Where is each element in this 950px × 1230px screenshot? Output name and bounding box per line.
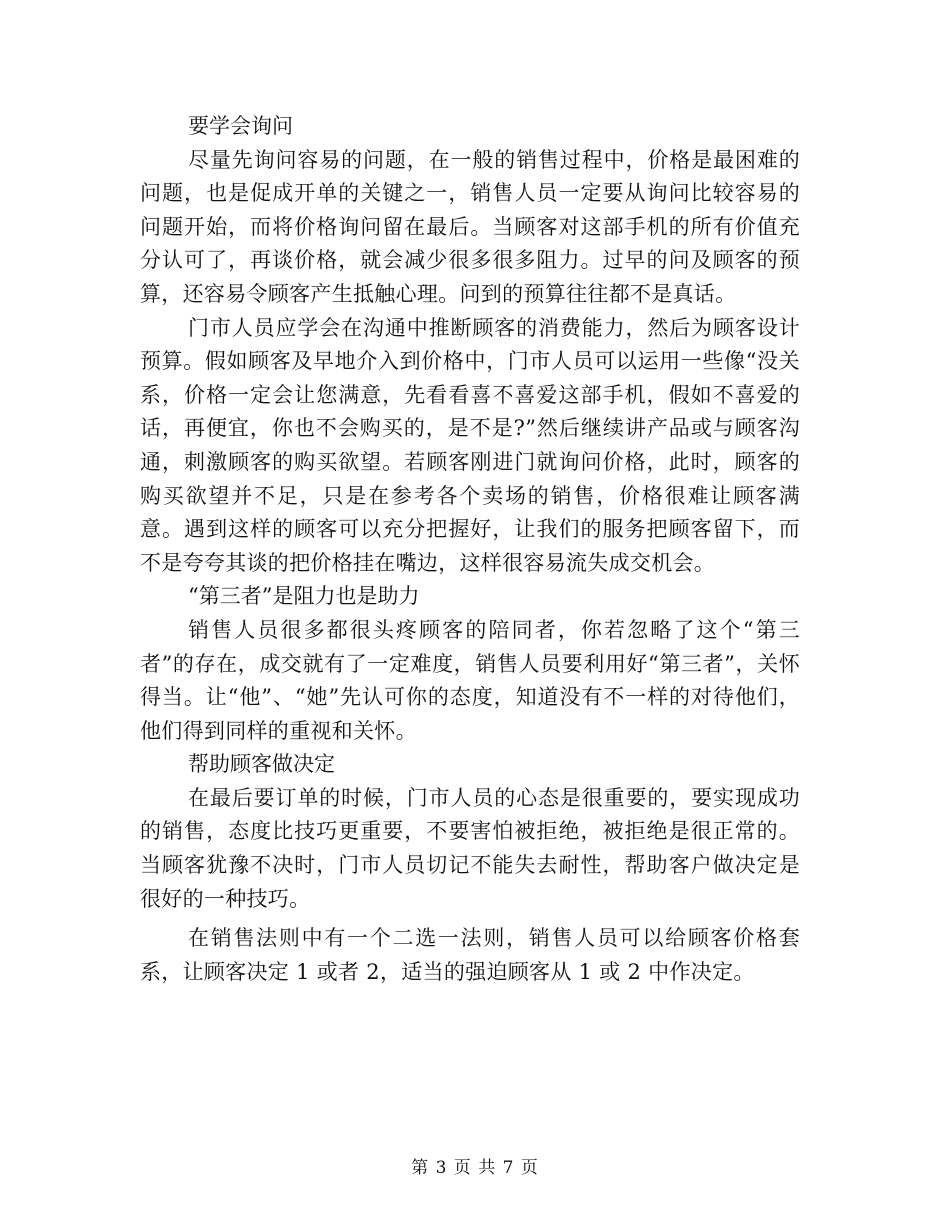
paragraph-companions: 销售人员很多都很头疼顾客的陪同者，你若忽略了这个“第三者”的存在，成交就有了一定难度，销售人员要利用好“第三者”，关怀得当。让“他”、“她”先认可你的态度，知道没有不一样的对待他们，他们得到同样的重视和关怀。: [140, 617, 800, 743]
paragraph-budget-design: 门市人员应学会在沟通中推断顾客的消费能力，然后为顾客设计预算。假如顾客及早地介入到价格中，门市人员可以运用一些像“没关系，价格一定会让您满意，先看看喜不喜爱这部手机，假如不喜爱的话，再便宜，你也不会购买的，是不是?”然后继续讲产品或与顾客沟通，刺激顾客的购买欲望。若顾客刚进门就询问价格，此时，顾客的购买欲望并不足，只是在参考各个卖场的销售，价格很难让顾客满意。遇到这样的顾客可以充分把握好，让我们的服务把顾客留下，而不是夸夸其谈的把价格挂在嘴边，这样很容易流失成交机会。: [140, 315, 800, 575]
paragraph-ask-easy-questions: 尽量先询问容易的问题，在一般的销售过程中，价格是最困难的问题，也是促成开单的关键之一，销售人员一定要从询问比较容易的问题开始，而将价格询问留在最后。当顾客对这部手机的所有价值充分认可了，再谈价格，就会减少很多很多阻力。过早的问及顾客的预算，还容易令顾客产生抵触心理。问到的预算往往都不是真话。: [140, 147, 800, 306]
section-heading-help-decide: 帮助顾客做决定: [188, 752, 335, 777]
section-heading-ask: 要学会询问: [188, 114, 293, 138]
document-body: [140, 110, 800, 989]
paragraph-two-choice-rule: 在销售法则中有一个二选一法则，销售人员可以给顾客价格套系，让顾客决定 1 或者 2，适当的强迫顾客从 1 或 2 中作决定。: [140, 926, 800, 984]
paragraph-closing-attitude: 在最后要订单的时候，门市人员的心态是很重要的，要实现成功的销售，态度比技巧更重要，不要害怕被拒绝，被拒绝是很正常的。当顾客犹豫不决时，门市人员切记不能失去耐性，帮助客户做决定是很好的一种技巧。: [140, 785, 800, 911]
page-number-footer: 第 3 页 共 7 页: [411, 1158, 539, 1178]
section-heading-third-party: “第三者”是阻力也是助力: [188, 584, 420, 609]
